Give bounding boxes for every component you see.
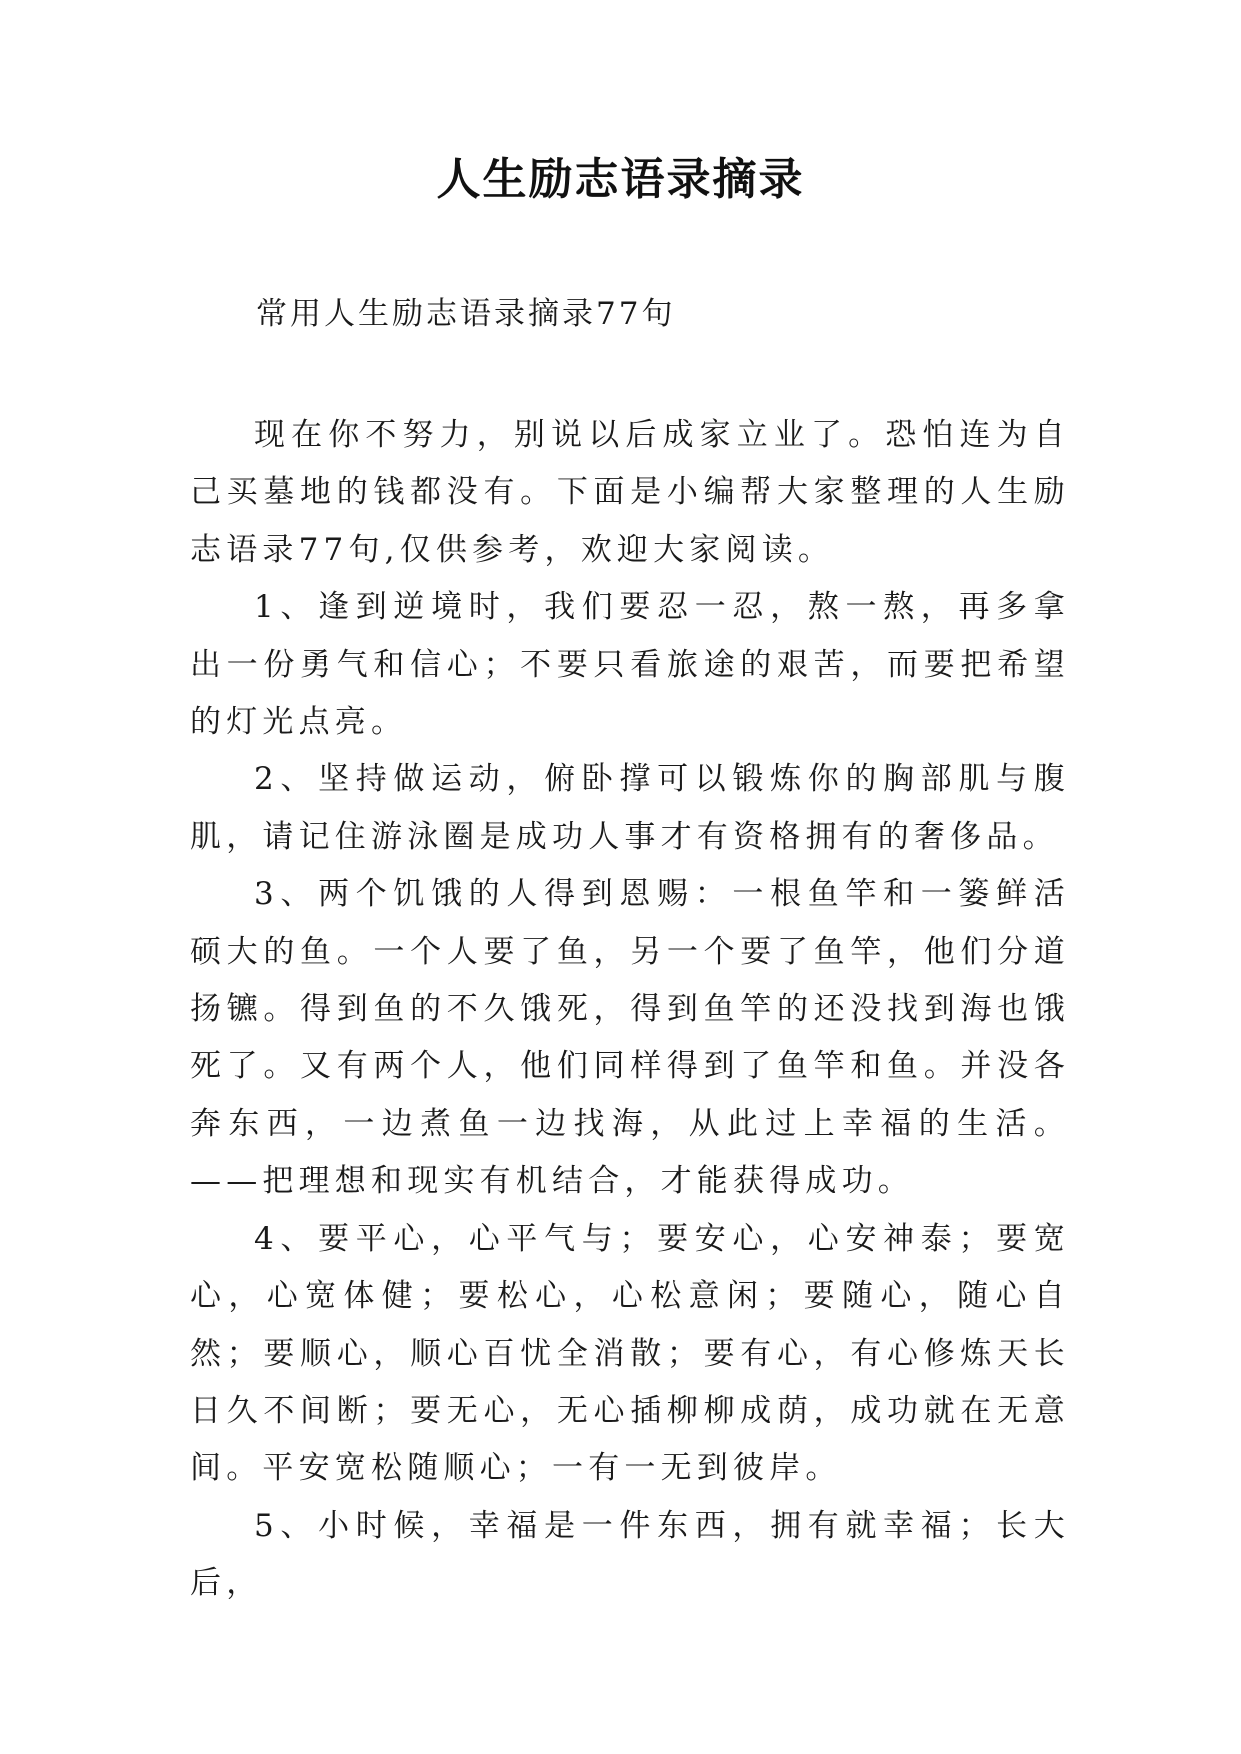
paragraph-quote-2: 2、坚持做运动，俯卧撑可以锻炼你的胸部肌与腹肌，请记住游泳圈是成功人事才有资格拥有的奢侈品。	[190, 761, 1070, 855]
paragraph-intro: 现在你不努力，别说以后成家立业了。恐怕连为自己买墓地的钱都没有。下面是小编帮大家整理的人生励志语录77句,仅供参考，欢迎大家阅读。	[190, 417, 1070, 568]
paragraph-quote-3: 3、两个饥饿的人得到恩赐：一根鱼竿和一篓鲜活硕大的鱼。一个人要了鱼，另一个要了鱼竿，他们分道扬镳。得到鱼的不久饿死，得到鱼竿的还没找到海也饿死了。又有两个人，他们同样得到了鱼竿和鱼。并没各奔东西，一边煮鱼一边找海，从此过上幸福的生活。——把理想和现实有机结合，才能获得成功。	[190, 876, 1070, 1200]
document-subtitle: 常用人生励志语录摘录77句	[256, 296, 676, 332]
paragraph-quote-1: 1、逢到逆境时，我们要忍一忍，熬一熬，再多拿出一份勇气和信心；不要只看旅途的艰苦，而要把希望的灯光点亮。	[190, 589, 1070, 741]
paragraph-quote-5: 5、小时候，幸福是一件东西，拥有就幸福；长大后，	[190, 1507, 1070, 1602]
document-body	[190, 407, 1070, 1613]
document-title: 人生励志语录摘录	[436, 154, 805, 205]
paragraph-quote-4: 4、要平心，心平气与；要安心，心安神泰；要宽心，心宽体健；要松心，心松意闲；要随心，随心自然；要顺心，顺心百忧全消散；要有心，有心修炼天长日久不间断；要无心，无心插柳柳成荫，成功就在无意间。平安宽松随顺心；一有一无到彼岸。	[190, 1220, 1070, 1487]
